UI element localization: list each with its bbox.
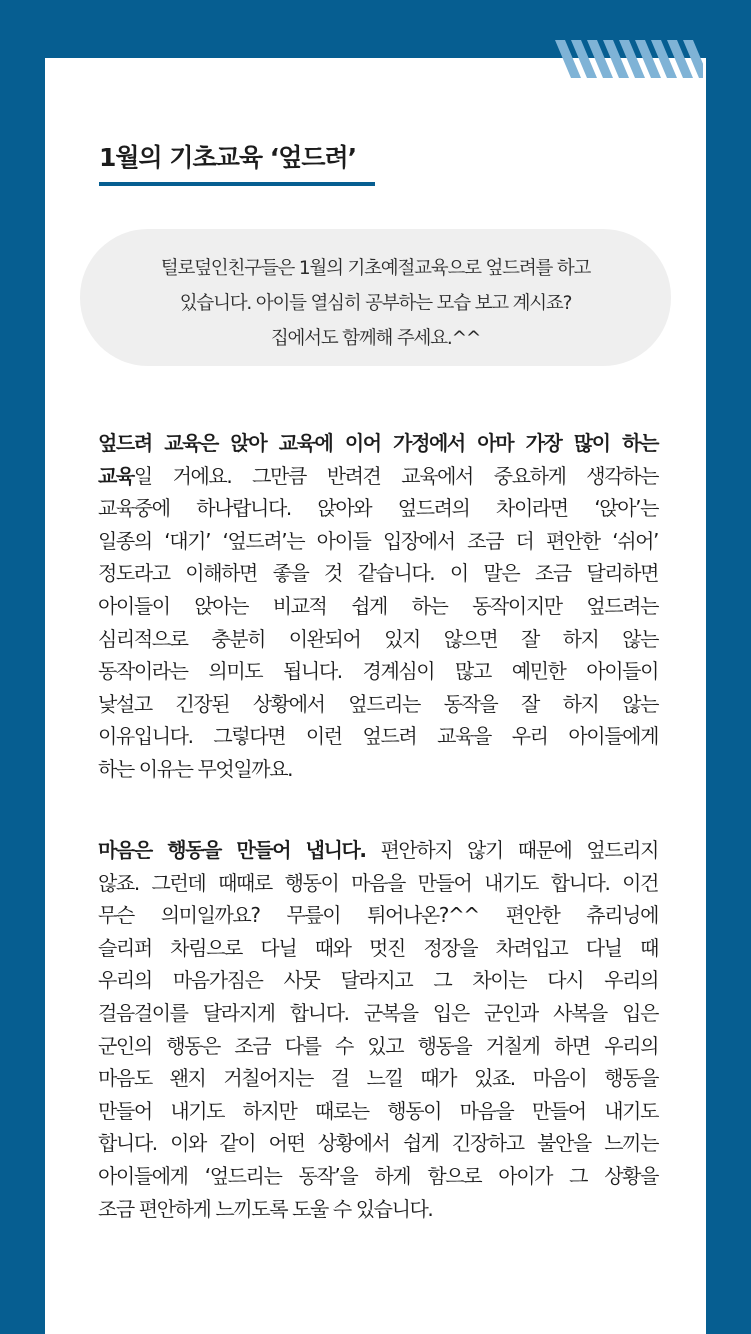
paragraph-line: 일종의 ‘대기’ ‘엎드려’는 아이들 입장에서 조금 더 편안한 ‘쉬어’ (98, 528, 658, 553)
paragraph-line: 이유입니다. 그렇다면 이런 엎드려 교육을 우리 아이들에게 (98, 724, 658, 749)
intro-line: 집에서도 함께해 주세요.^^ (270, 328, 481, 349)
paragraph-text: 편안하지 않기 때문에 엎드리지 (365, 838, 658, 862)
paragraph-line: 아이들이 앉아는 비교적 쉽게 하는 동작이지만 엎드려는 (98, 593, 658, 618)
paragraph-line: 아이들에게 ‘엎드리는 동작’을 하게 함으로 아이가 그 상황을 (98, 1163, 658, 1188)
paragraph-1 (98, 427, 658, 786)
paragraph-line: 마음도 왠지 거칠어지는 걸 느낄 때가 있죠. 마음이 행동을 (98, 1066, 658, 1091)
paragraph-line: 우리의 마음가짐은 사뭇 달라지고 그 차이는 다시 우리의 (98, 968, 658, 993)
intro-bubble (80, 229, 671, 366)
stripes-graphic (555, 40, 703, 78)
paragraph-2 (98, 834, 658, 1225)
intro-line: 있습니다. 아이들 열심히 공부하는 모습 보고 계시죠? (179, 293, 572, 314)
intro-line: 털로덮인친구들은 1월의 기초예절교육으로 엎드려를 하고 (160, 258, 591, 279)
page-title: 1월의 기초교육 ‘엎드려’ (99, 143, 357, 172)
title-underline (99, 182, 375, 186)
paragraph-line: 무슨 의미일까요? 무릎이 튀어나온?^^ 편안한 츄리닝에 (98, 903, 658, 928)
paragraph-line: 않죠. 그런데 때때로 행동이 마음을 만들어 내기도 합니다. 이건 (98, 870, 658, 895)
paragraph-line: 동작이라는 의미도 됩니다. 경계심이 많고 예민한 아이들이 (98, 659, 658, 684)
paragraph-line: 하는 이유는 무엇일까요. (98, 756, 293, 781)
bold-lead: 교육 (98, 463, 134, 488)
decorative-stripes (555, 40, 703, 78)
paragraph-line: 군인의 행동은 조금 다를 수 있고 행동을 거칠게 하면 우리의 (98, 1033, 658, 1058)
paragraph-line: 교육중에 하나랍니다. 앉아와 엎드려의 차이라면 ‘앉아’는 (98, 496, 658, 521)
paragraph-line (98, 834, 658, 867)
paragraph-line: 심리적으로 충분히 이완되어 있지 않으면 잘 하지 않는 (98, 626, 658, 651)
paragraph-line: 낯설고 긴장된 상황에서 엎드리는 동작을 잘 하지 않는 (98, 691, 658, 716)
bold-lead: 마음은 행동을 만들어 냅니다. (98, 838, 366, 862)
paragraph-line: 조금 편안하게 느끼도록 도울 수 있습니다. (98, 1196, 433, 1221)
bold-lead: 엎드려 교육은 앉아 교육에 이어 가정에서 아마 가장 많이 하는 (98, 431, 658, 455)
paragraph-line (98, 460, 658, 493)
paragraph-line: 정도라고 이해하면 좋을 것 같습니다. 이 말은 조금 달리하면 (98, 561, 658, 586)
paragraph-line: 슬리퍼 차림으로 다닐 때와 멋진 정장을 차려입고 다닐 때 (98, 935, 658, 960)
title-block (99, 138, 375, 186)
paragraph-line (98, 427, 658, 460)
paragraph-line: 만들어 내기도 하지만 때로는 행동이 마음을 만들어 내기도 (98, 1098, 658, 1123)
paragraph-line: 걸음걸이를 달라지게 합니다. 군복을 입은 군인과 사복을 입은 (98, 1000, 658, 1025)
paragraph-text: 일 거에요. 그만큼 반려견 교육에서 중요하게 생각하는 (133, 463, 658, 488)
paragraph-line: 합니다. 이와 같이 어떤 상황에서 쉽게 긴장하고 불안을 느끼는 (98, 1131, 658, 1156)
